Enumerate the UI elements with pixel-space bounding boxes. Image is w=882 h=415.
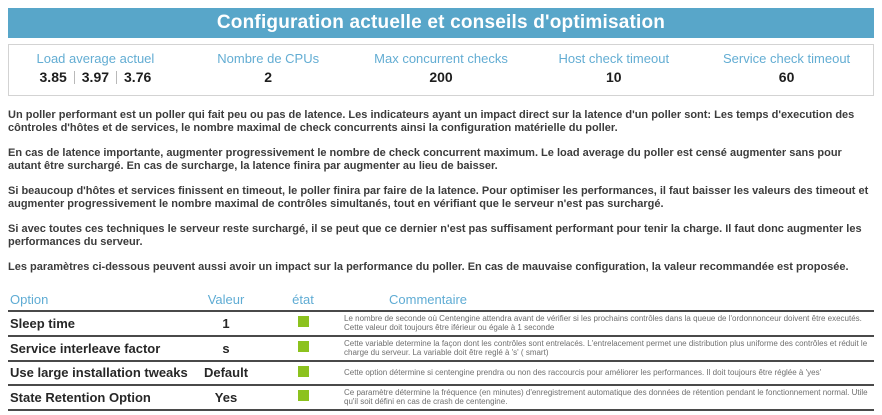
- stat-label: Load average actuel: [36, 51, 155, 66]
- options-table: [8, 290, 874, 411]
- table-row-use-large-installation-tweaks: [8, 360, 874, 384]
- advice-paragraphs: [8, 109, 874, 274]
- paragraph-timeouts: Si beaucoup d'hôtes et services finissent en timeout, le poller finira par faire de la latence. Pour optimiser les performances, il faut baisser les valeurs des timeout et augmenter progressivement le nombre maximal de contrôles simultanés, tout en vérifiant que le serveur n'est pas surchargé.: [8, 185, 869, 210]
- stat-host-check-timeout: [527, 51, 700, 87]
- stats-summary: [8, 44, 874, 96]
- stat-value: 60: [778, 69, 795, 85]
- status-ok-icon: [298, 390, 309, 401]
- stat-load-average: [9, 51, 182, 87]
- status-cell: [262, 364, 344, 382]
- stat-max-concurrent-checks: [355, 51, 528, 87]
- option-comment: Cette option détermine si centengine prendra ou non des raccourcis pour améliorer les performances. Il doit toujours être réglée à 'yes': [344, 367, 822, 377]
- option-name: Use large installation tweaks: [10, 365, 188, 380]
- paragraph-server-performance: Si avec toutes ces techniques le serveur reste surchargé, il se peut que ce dernier n'est pas suffisament performant pour tenir la charge. Il faut donc augmenter les performances du serveur.: [8, 223, 862, 248]
- stat-cpu-count: [182, 51, 355, 87]
- option-name: State Retention Option: [10, 389, 151, 405]
- option-comment: Le nombre de seconde où Centengine attendra avant de vérifier si les prochains contrôles dans la queue de l'ordonnonceur doivent être executés. Cette valeur doit toujours être iférieur ou égale à 1 seconde: [344, 313, 862, 332]
- table-row-service-interleave-factor: [8, 335, 874, 360]
- stat-label: Nombre de CPUs: [217, 51, 320, 66]
- options-table-header: [8, 290, 874, 310]
- option-value: Yes: [214, 389, 238, 405]
- option-value: 1: [222, 315, 230, 331]
- option-name: Service interleave factor: [10, 340, 161, 356]
- status-cell: [262, 314, 344, 332]
- stat-label: Service check timeout: [723, 51, 851, 66]
- status-cell: [262, 339, 344, 357]
- load-1min: 3.85: [39, 69, 67, 85]
- stat-value: 10: [606, 69, 622, 85]
- page-title: Configuration actuelle et conseils d'optimisation: [8, 8, 874, 38]
- option-comment: Ce paramètre détermine la fréquence (en minutes) d'enregistrement automatique des données de rétention pendant le fonctionnement normal. Utile qu'il soit défini en cas de crash de centengine.: [344, 387, 868, 406]
- header-valeur: Valeur: [207, 291, 245, 307]
- paragraph-parameters-intro: Les paramètres ci-dessous peuvent aussi avoir un impact sur la performance du poller. En cas de mauvaise configuration, la valeur recommandée est proposée.: [8, 261, 849, 273]
- stat-value: 2: [264, 69, 273, 85]
- status-ok-icon: [298, 341, 309, 352]
- option-value: s: [222, 340, 230, 356]
- option-value: Default: [203, 365, 249, 380]
- status-ok-icon: [298, 366, 309, 377]
- table-row-state-retention-option: [8, 384, 874, 411]
- option-comment: Cette variable determine la façon dont les contrôles sont entrelacés. L'entrelacement permet une distribution plus uniforme des contrôles et réduit le charge du serveur. La variable doit être reglé à 's' ( smart): [344, 338, 868, 357]
- paragraph-latency-indicators: Un poller performant est un poller qui fait peu ou pas de latence. Les indicateurs ayant un impact direct sur la latence d'un poller sont: Les temps d'execution des côntroles d'hôtes et de services, le nombre maximal de check concurrents ainsi la configuration matérielle du poller.: [8, 109, 855, 134]
- load-5min: 3.97: [81, 69, 110, 85]
- paragraph-increase-checks: En cas de latence importante, augmenter progressivement le nombre de check concurrent maximum. Le load average du poller est censé augmenter sans pour autant être surchargé. En cas de surcharge, la latence finira par augmenter au lieu de baisser.: [8, 147, 842, 172]
- stat-label: Max concurrent checks: [374, 51, 508, 66]
- header-commentaire: Commentaire: [389, 291, 468, 307]
- stat-value: 200: [429, 69, 453, 85]
- status-ok-icon: [298, 316, 309, 327]
- status-cell: [262, 388, 344, 406]
- load-average-value: [33, 69, 159, 85]
- header-option: Option: [10, 291, 49, 307]
- option-name: Sleep time: [10, 315, 76, 331]
- table-row-sleep-time: [8, 310, 874, 335]
- stat-label: Host check timeout: [558, 51, 670, 66]
- load-15min: 3.76: [124, 69, 152, 85]
- stat-service-check-timeout: [700, 51, 873, 87]
- optimization-report-page: [0, 8, 882, 411]
- header-etat: état: [292, 291, 314, 307]
